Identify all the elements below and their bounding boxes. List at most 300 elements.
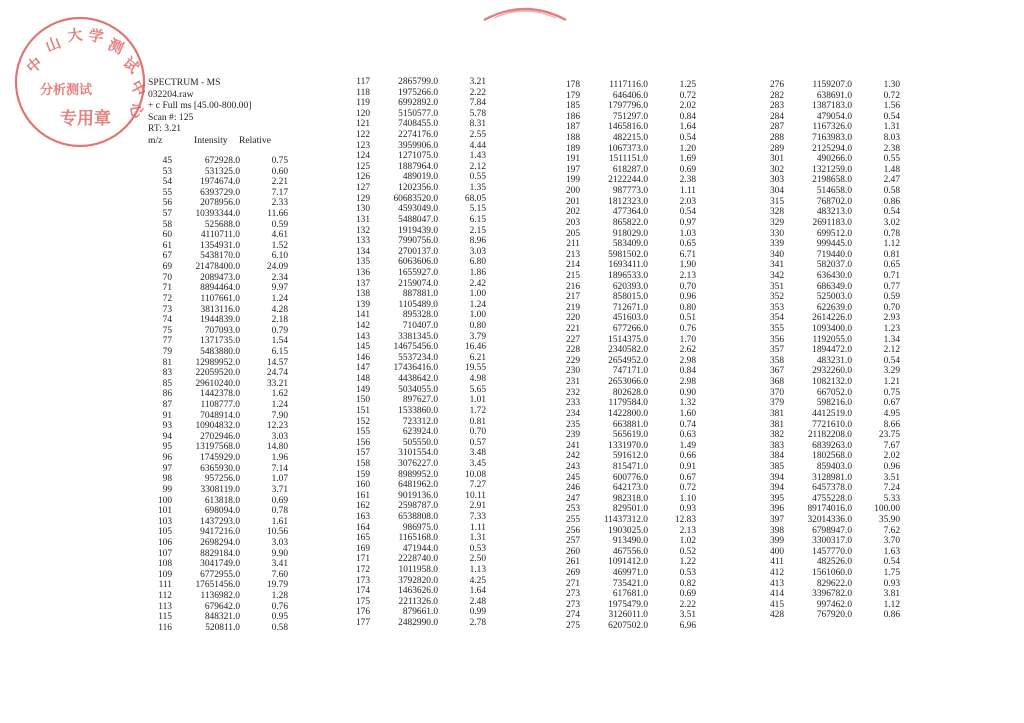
intensity-value: 5034055.0 bbox=[398, 384, 438, 395]
relative-value: 24.09 bbox=[266, 262, 288, 273]
mz-value: 216 bbox=[565, 281, 580, 292]
intensity-value: 1202356.0 bbox=[398, 183, 438, 194]
intensity-value: 482526.0 bbox=[816, 557, 852, 568]
intensity-value: 5483880.0 bbox=[200, 346, 240, 357]
intensity-value: 1331970.0 bbox=[608, 440, 648, 451]
table-row bbox=[148, 538, 288, 549]
intensity-value: 663881.0 bbox=[612, 419, 648, 430]
relative-value: 1.52 bbox=[271, 240, 288, 251]
intensity-value: 918029.0 bbox=[612, 228, 648, 239]
relative-value: 12.83 bbox=[674, 514, 696, 525]
intensity-value: 3813116.0 bbox=[200, 304, 240, 315]
table-row bbox=[760, 292, 900, 303]
relative-value: 0.79 bbox=[271, 325, 288, 336]
relative-value: 2.38 bbox=[883, 143, 900, 154]
table-row bbox=[556, 462, 696, 473]
relative-value: 1.24 bbox=[469, 299, 486, 310]
relative-value: 0.72 bbox=[679, 90, 696, 101]
relative-value: 1.11 bbox=[469, 522, 486, 533]
intensity-value: 471944.0 bbox=[402, 543, 438, 554]
relative-value: 1.11 bbox=[679, 186, 696, 197]
table-row bbox=[556, 377, 696, 388]
relative-value: 1.72 bbox=[469, 405, 486, 416]
intensity-value: 1321259.0 bbox=[812, 164, 852, 175]
intensity-value: 5150577.0 bbox=[398, 108, 438, 119]
relative-value: 0.57 bbox=[469, 437, 486, 448]
mz-value: 105 bbox=[157, 527, 172, 538]
relative-value: 3.21 bbox=[469, 77, 486, 87]
mz-value: 112 bbox=[158, 590, 172, 601]
relative-value: 0.55 bbox=[883, 154, 900, 165]
table-row bbox=[556, 218, 696, 229]
table-row bbox=[148, 251, 288, 262]
table-row bbox=[346, 236, 486, 247]
relative-value: 0.95 bbox=[271, 612, 288, 623]
table-row bbox=[346, 172, 486, 183]
relative-value: 1.62 bbox=[271, 389, 288, 400]
table-row bbox=[556, 451, 696, 462]
relative-value: 0.99 bbox=[469, 607, 486, 618]
mz-value: 93 bbox=[162, 421, 172, 432]
relative-value: 1.24 bbox=[271, 400, 288, 411]
table-row bbox=[346, 130, 486, 141]
relative-value: 0.86 bbox=[883, 196, 900, 207]
relative-value: 0.52 bbox=[679, 546, 696, 557]
intensity-value: 525003.0 bbox=[816, 292, 852, 303]
intensity-value: 89174016.0 bbox=[807, 504, 852, 515]
table-row bbox=[760, 186, 900, 197]
intensity-value: 1655927.0 bbox=[398, 267, 438, 278]
table-row bbox=[346, 565, 486, 576]
mz-value: 113 bbox=[158, 601, 172, 612]
table-row bbox=[556, 398, 696, 409]
relative-value: 4.44 bbox=[469, 140, 486, 151]
spectrum-title: SPECTRUM - MS bbox=[148, 77, 221, 88]
intensity-value: 879661.0 bbox=[402, 607, 438, 618]
table-row bbox=[760, 504, 900, 515]
table-row bbox=[760, 260, 900, 271]
scan-number: Scan #: 125 bbox=[148, 111, 194, 123]
intensity-value: 686349.0 bbox=[816, 281, 852, 292]
mz-value: 108 bbox=[157, 559, 172, 570]
table-row bbox=[346, 226, 486, 237]
mz-value: 353 bbox=[769, 302, 784, 313]
relative-value: 6.10 bbox=[271, 251, 288, 262]
mz-value: 288 bbox=[769, 133, 784, 144]
mz-value: 275 bbox=[565, 621, 580, 632]
mz-value: 103 bbox=[157, 516, 172, 527]
mz-value: 273 bbox=[565, 589, 580, 600]
mz-value: 147 bbox=[355, 363, 370, 374]
mz-value: 215 bbox=[565, 270, 580, 281]
table-row bbox=[148, 389, 288, 400]
intensity-value: 982318.0 bbox=[612, 493, 648, 504]
intensity-value: 1533860.0 bbox=[398, 405, 438, 416]
intensity-value: 6365930.0 bbox=[200, 463, 240, 474]
table-row bbox=[346, 523, 486, 534]
relative-value: 2.34 bbox=[271, 272, 288, 283]
intensity-value: 2702946.0 bbox=[200, 431, 240, 442]
intensity-value: 13197568.0 bbox=[195, 442, 240, 453]
table-row bbox=[148, 209, 288, 220]
mz-value: 99 bbox=[162, 484, 172, 495]
relative-value: 2.13 bbox=[679, 525, 696, 536]
mz-value: 415 bbox=[769, 599, 784, 610]
mz-value: 398 bbox=[769, 525, 784, 536]
mz-value: 56 bbox=[162, 198, 172, 209]
mz-value: 135 bbox=[355, 257, 370, 268]
relative-value: 0.54 bbox=[679, 207, 696, 218]
table-row bbox=[556, 388, 696, 399]
mz-value: 411 bbox=[770, 557, 784, 568]
mz-value: 143 bbox=[355, 331, 370, 342]
relative-value: 4.95 bbox=[883, 408, 900, 419]
table-row bbox=[556, 441, 696, 452]
intensity-value: 4438642.0 bbox=[398, 374, 438, 385]
relative-value: 0.90 bbox=[679, 387, 696, 398]
mz-value: 228 bbox=[565, 345, 580, 356]
mz-value: 284 bbox=[769, 111, 784, 122]
mz-value: 396 bbox=[769, 504, 784, 515]
table-row bbox=[148, 453, 288, 464]
intensity-value: 6207502.0 bbox=[608, 621, 648, 632]
relative-value: 1.70 bbox=[679, 334, 696, 345]
relative-value: 1.00 bbox=[469, 289, 486, 300]
relative-value: 0.80 bbox=[469, 321, 486, 332]
relative-value: 1.20 bbox=[679, 143, 696, 154]
data-column-3 bbox=[556, 80, 696, 632]
relative-value: 1.34 bbox=[883, 334, 900, 345]
mz-value: 230 bbox=[565, 366, 580, 377]
mz-value: 176 bbox=[355, 607, 370, 618]
mz-value: 205 bbox=[565, 228, 580, 239]
relative-value: 2.12 bbox=[883, 345, 900, 356]
intensity-value: 451603.0 bbox=[612, 313, 648, 324]
intensity-value: 3300317.0 bbox=[812, 536, 852, 547]
relative-value: 35.90 bbox=[878, 514, 900, 525]
column-header-intensity: Intensity bbox=[194, 134, 228, 146]
intensity-value: 895328.0 bbox=[402, 310, 438, 321]
intensity-value: 735421.0 bbox=[612, 578, 648, 589]
relative-value: 33.21 bbox=[266, 378, 288, 389]
mz-value: 133 bbox=[355, 236, 370, 247]
table-row bbox=[148, 336, 288, 347]
relative-value: 0.78 bbox=[271, 506, 288, 517]
relative-value: 0.84 bbox=[679, 111, 696, 122]
intensity-value: 622639.0 bbox=[816, 302, 852, 313]
relative-value: 2.15 bbox=[469, 225, 486, 236]
table-row bbox=[760, 91, 900, 102]
intensity-value: 479054.0 bbox=[816, 111, 852, 122]
intensity-value: 997462.0 bbox=[816, 599, 852, 610]
relative-value: 6.71 bbox=[679, 249, 696, 260]
mz-value: 276 bbox=[769, 80, 784, 90]
intensity-value: 859403.0 bbox=[816, 461, 852, 472]
intensity-value: 1354931.0 bbox=[200, 240, 240, 251]
table-row bbox=[148, 421, 288, 432]
table-row bbox=[556, 473, 696, 484]
relative-value: 6.15 bbox=[271, 346, 288, 357]
mz-value: 382 bbox=[769, 430, 784, 441]
mz-value: 367 bbox=[769, 366, 784, 377]
relative-value: 2.93 bbox=[883, 313, 900, 324]
intensity-value: 8989952.0 bbox=[398, 469, 438, 480]
relative-value: 0.53 bbox=[469, 543, 486, 554]
relative-value: 1.96 bbox=[271, 453, 288, 464]
mz-value: 136 bbox=[355, 267, 370, 278]
table-row bbox=[346, 257, 486, 268]
mz-value: 179 bbox=[565, 90, 580, 101]
relative-value: 0.72 bbox=[883, 90, 900, 101]
relative-value: 1.35 bbox=[469, 183, 486, 194]
relative-value: 4.28 bbox=[271, 304, 288, 315]
mz-value: 122 bbox=[355, 130, 370, 141]
relative-value: 0.54 bbox=[883, 355, 900, 366]
svg-text:试: 试 bbox=[119, 53, 143, 78]
intensity-value: 3101554.0 bbox=[398, 448, 438, 459]
intensity-value: 2614226.0 bbox=[812, 313, 852, 324]
mz-value: 340 bbox=[769, 249, 784, 260]
intensity-value: 2698294.0 bbox=[200, 537, 240, 548]
mz-value: 201 bbox=[565, 196, 580, 207]
relative-value: 2.98 bbox=[679, 377, 696, 388]
table-row bbox=[346, 374, 486, 385]
relative-value: 7.60 bbox=[271, 569, 288, 580]
intensity-value: 613818.0 bbox=[204, 495, 240, 506]
intensity-value: 3126011.0 bbox=[608, 610, 648, 621]
mz-value: 329 bbox=[769, 217, 784, 228]
intensity-value: 672928.0 bbox=[204, 156, 240, 166]
table-row bbox=[760, 133, 900, 144]
mz-value: 243 bbox=[565, 461, 580, 472]
relative-value: 1.24 bbox=[271, 293, 288, 304]
intensity-value: 467556.0 bbox=[612, 546, 648, 557]
mz-value: 69 bbox=[162, 262, 172, 273]
mz-value: 81 bbox=[162, 357, 172, 368]
table-row bbox=[556, 579, 696, 590]
mz-value: 217 bbox=[565, 292, 580, 303]
intensity-value: 2700137.0 bbox=[398, 246, 438, 257]
table-row bbox=[148, 496, 288, 507]
relative-value: 0.96 bbox=[883, 461, 900, 472]
intensity-value: 829501.0 bbox=[612, 504, 648, 515]
intensity-value: 2228740.0 bbox=[398, 554, 438, 565]
mz-value: 137 bbox=[355, 278, 370, 289]
relative-value: 1.69 bbox=[679, 154, 696, 165]
intensity-value: 5438170.0 bbox=[200, 251, 240, 262]
mz-value: 148 bbox=[355, 374, 370, 385]
relative-value: 5.65 bbox=[469, 384, 486, 395]
mz-value: 158 bbox=[355, 458, 370, 469]
mz-value: 330 bbox=[769, 228, 784, 239]
table-row bbox=[760, 409, 900, 420]
svg-text:学: 学 bbox=[87, 26, 105, 47]
intensity-value: 2078956.0 bbox=[200, 198, 240, 209]
table-row bbox=[148, 358, 288, 369]
mz-value: 245 bbox=[565, 472, 580, 483]
table-row bbox=[556, 366, 696, 377]
relative-value: 2.50 bbox=[469, 554, 486, 565]
relative-value: 0.86 bbox=[883, 610, 900, 621]
table-row bbox=[346, 310, 486, 321]
intensity-value: 638691.0 bbox=[816, 90, 852, 101]
table-row bbox=[760, 589, 900, 600]
intensity-value: 565619.0 bbox=[612, 430, 648, 441]
relative-value: 1.63 bbox=[883, 546, 900, 557]
svg-text:专用章: 专用章 bbox=[60, 109, 111, 129]
intensity-value: 2211326.0 bbox=[398, 596, 438, 607]
intensity-value: 7408455.0 bbox=[398, 119, 438, 130]
relative-value: 0.97 bbox=[679, 217, 696, 228]
table-row bbox=[760, 144, 900, 155]
intensity-value: 21478400.0 bbox=[195, 262, 240, 273]
relative-value: 1.03 bbox=[679, 228, 696, 239]
table-row bbox=[556, 239, 696, 250]
intensity-value: 815471.0 bbox=[612, 461, 648, 472]
relative-value: 0.96 bbox=[679, 292, 696, 303]
intensity-value: 1117116.0 bbox=[609, 80, 648, 90]
mz-value: 282 bbox=[769, 90, 784, 101]
table-row bbox=[148, 283, 288, 294]
relative-value: 1.30 bbox=[883, 80, 900, 90]
intensity-value: 2274176.0 bbox=[398, 130, 438, 141]
relative-value: 0.54 bbox=[883, 557, 900, 568]
intensity-value: 1745929.0 bbox=[200, 453, 240, 464]
relative-value: 2.02 bbox=[679, 101, 696, 112]
mz-value: 341 bbox=[769, 260, 784, 271]
mz-value: 171 bbox=[355, 554, 370, 565]
table-row bbox=[760, 154, 900, 165]
table-row bbox=[346, 385, 486, 396]
data-column-2 bbox=[346, 77, 486, 629]
relative-value: 1.64 bbox=[469, 586, 486, 597]
table-row bbox=[346, 353, 486, 364]
relative-value: 0.65 bbox=[679, 239, 696, 250]
relative-value: 1.48 bbox=[883, 164, 900, 175]
relative-value: 2.55 bbox=[469, 130, 486, 141]
intensity-value: 505550.0 bbox=[402, 437, 438, 448]
mz-value: 165 bbox=[355, 533, 370, 544]
mz-value: 71 bbox=[162, 283, 172, 294]
table-row bbox=[346, 395, 486, 406]
intensity-value: 913490.0 bbox=[612, 536, 648, 547]
table-row bbox=[556, 271, 696, 282]
relative-value: 1.25 bbox=[679, 80, 696, 90]
table-row bbox=[346, 215, 486, 226]
table-row bbox=[346, 406, 486, 417]
relative-value: 2.18 bbox=[271, 315, 288, 326]
mz-value: 106 bbox=[157, 537, 172, 548]
relative-value: 1.13 bbox=[469, 565, 486, 576]
table-row bbox=[346, 597, 486, 608]
table-row bbox=[346, 544, 486, 555]
relative-value: 1.12 bbox=[883, 599, 900, 610]
intensity-value: 723312.0 bbox=[402, 416, 438, 427]
table-row bbox=[556, 250, 696, 261]
mz-value: 116 bbox=[158, 622, 172, 633]
table-row bbox=[346, 533, 486, 544]
table-row bbox=[760, 526, 900, 537]
table-row bbox=[148, 506, 288, 517]
relative-value: 1.10 bbox=[679, 493, 696, 504]
mz-value: 355 bbox=[769, 324, 784, 335]
table-row bbox=[148, 167, 288, 178]
intensity-value: 1887964.0 bbox=[398, 161, 438, 172]
intensity-value: 4110711.0 bbox=[200, 230, 240, 241]
mz-value: 354 bbox=[769, 313, 784, 324]
intensity-value: 3381345.0 bbox=[398, 331, 438, 342]
intensity-value: 6772955.0 bbox=[200, 569, 240, 580]
intensity-value: 582037.0 bbox=[816, 260, 852, 271]
mz-value: 109 bbox=[157, 569, 172, 580]
mz-value: 55 bbox=[162, 187, 172, 198]
intensity-value: 1903025.0 bbox=[608, 525, 648, 536]
relative-value: 7.90 bbox=[271, 410, 288, 421]
mz-value: 60 bbox=[162, 230, 172, 241]
intensity-value: 712671.0 bbox=[612, 302, 648, 313]
table-row bbox=[760, 610, 900, 621]
mz-value: 356 bbox=[769, 334, 784, 345]
table-row bbox=[556, 526, 696, 537]
intensity-value: 2482990.0 bbox=[398, 618, 438, 629]
mz-value: 220 bbox=[565, 313, 580, 324]
relative-value: 0.51 bbox=[679, 313, 696, 324]
intensity-value: 2159074.0 bbox=[398, 278, 438, 289]
mz-value: 256 bbox=[565, 525, 580, 536]
table-row bbox=[556, 515, 696, 526]
intensity-value: 3396782.0 bbox=[812, 589, 852, 600]
mz-value: 173 bbox=[355, 575, 370, 586]
table-row bbox=[760, 430, 900, 441]
relative-value: 0.59 bbox=[883, 292, 900, 303]
mz-value: 156 bbox=[355, 437, 370, 448]
mz-value: 160 bbox=[355, 480, 370, 491]
table-row bbox=[556, 430, 696, 441]
relative-value: 10.56 bbox=[266, 527, 288, 538]
svg-text:测: 测 bbox=[105, 35, 127, 58]
mz-value: 188 bbox=[565, 133, 580, 144]
relative-value: 2.22 bbox=[469, 87, 486, 98]
mz-value: 283 bbox=[769, 101, 784, 112]
mz-value: 221 bbox=[565, 324, 580, 335]
table-row bbox=[346, 480, 486, 491]
table-row bbox=[346, 279, 486, 290]
intensity-value: 1093400.0 bbox=[812, 324, 852, 335]
relative-value: 0.59 bbox=[271, 219, 288, 230]
mz-value: 302 bbox=[769, 164, 784, 175]
relative-value: 7.33 bbox=[469, 511, 486, 522]
mz-value: 87 bbox=[162, 400, 172, 411]
mz-value: 186 bbox=[565, 111, 580, 122]
relative-value: 1.43 bbox=[469, 151, 486, 162]
intensity-value: 1136982.0 bbox=[200, 590, 240, 601]
intensity-value: 3041749.0 bbox=[200, 559, 240, 570]
table-row bbox=[556, 292, 696, 303]
relative-value: 8.03 bbox=[883, 133, 900, 144]
intensity-value: 710407.0 bbox=[402, 321, 438, 332]
table-row bbox=[346, 363, 486, 374]
intensity-value: 642173.0 bbox=[612, 483, 648, 494]
relative-value: 3.81 bbox=[883, 589, 900, 600]
mz-value: 130 bbox=[355, 204, 370, 215]
table-row bbox=[760, 600, 900, 611]
relative-value: 3.29 bbox=[883, 366, 900, 377]
intensity-value: 636430.0 bbox=[816, 270, 852, 281]
intensity-value: 7163983.0 bbox=[812, 133, 852, 144]
relative-value: 2.12 bbox=[469, 161, 486, 172]
red-seal-fragment bbox=[480, 4, 570, 26]
mz-value: 145 bbox=[355, 342, 370, 353]
